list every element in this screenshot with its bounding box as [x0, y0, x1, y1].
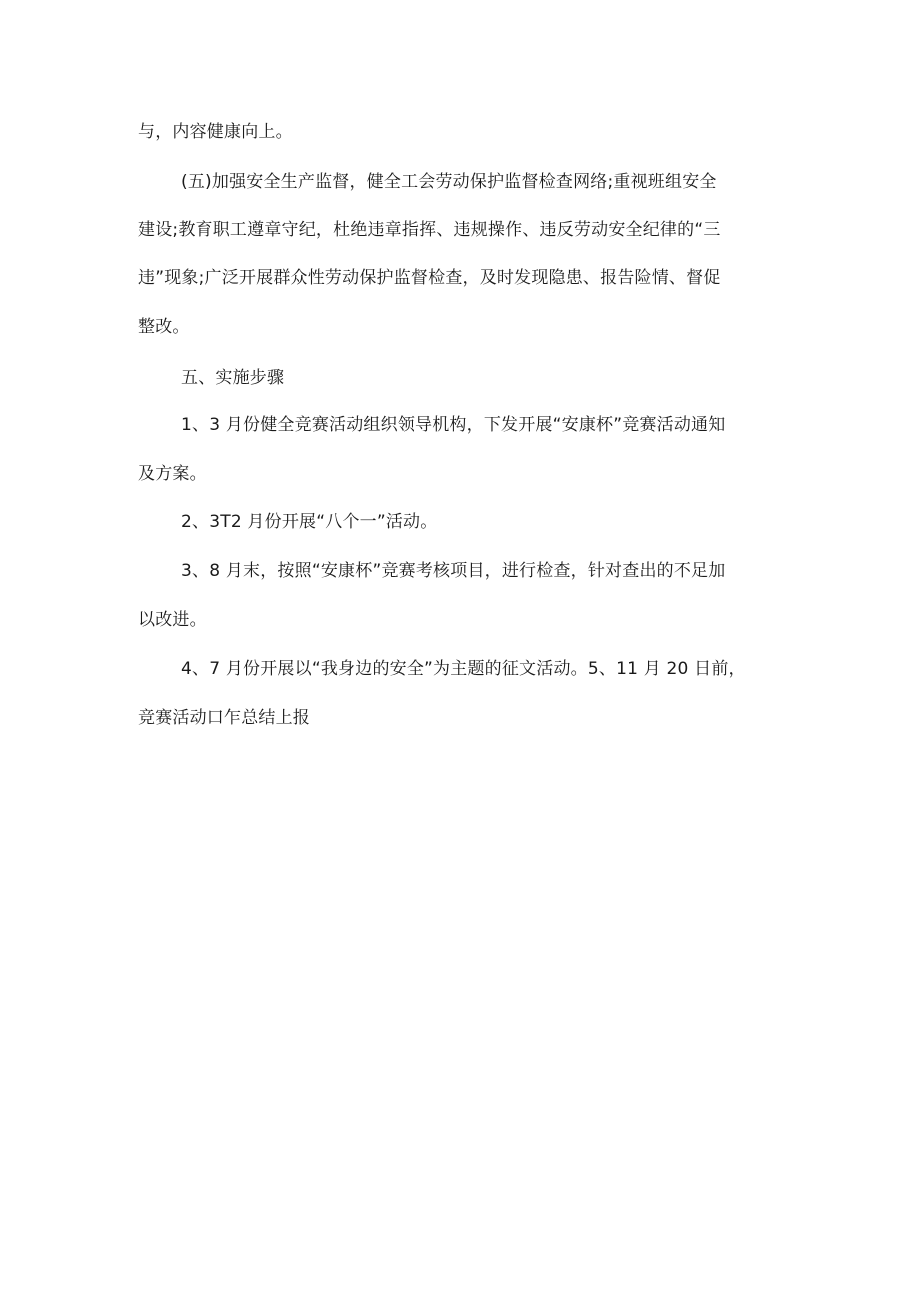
text-line-11: 以改进。: [138, 610, 207, 630]
text-line-1: 与，内容健康向上。: [138, 122, 293, 142]
text-line-9: 2、3T2 月份开展“八个一”活动。: [181, 512, 438, 532]
text-line-7: 1、3 月份健全竞赛活动组织领导机构，下发开展“安康杯”竞赛活动通知: [181, 415, 726, 435]
text-line-4: 违”现象;广泛开展群众性劳动保护监督检查，及时发现隐患、报告险情、督促: [138, 268, 721, 288]
text-line-5: 整改。: [138, 317, 190, 337]
text-line-12: 4、7 月份开展以“我身边的安全”为主题的征文活动。5、11 月 20 日前，: [181, 659, 746, 679]
text-line-3: 建设;教育职工遵章守纪，杜绝违章指挥、违规操作、违反劳动安全纪律的“三: [138, 220, 721, 240]
text-line-10: 3、8 月末，按照“安康杯”竞赛考核项目，进行检查，针对查出的不足加: [181, 561, 726, 581]
text-line-2: (五)加强安全生产监督，健全工会劳动保护监督检查网络;重视班组安全: [181, 172, 717, 192]
text-line-8: 及方案。: [138, 464, 207, 484]
section-heading: 五、实施步骤: [181, 368, 285, 388]
text-line-13: 竞赛活动口乍总结上报: [138, 708, 310, 728]
